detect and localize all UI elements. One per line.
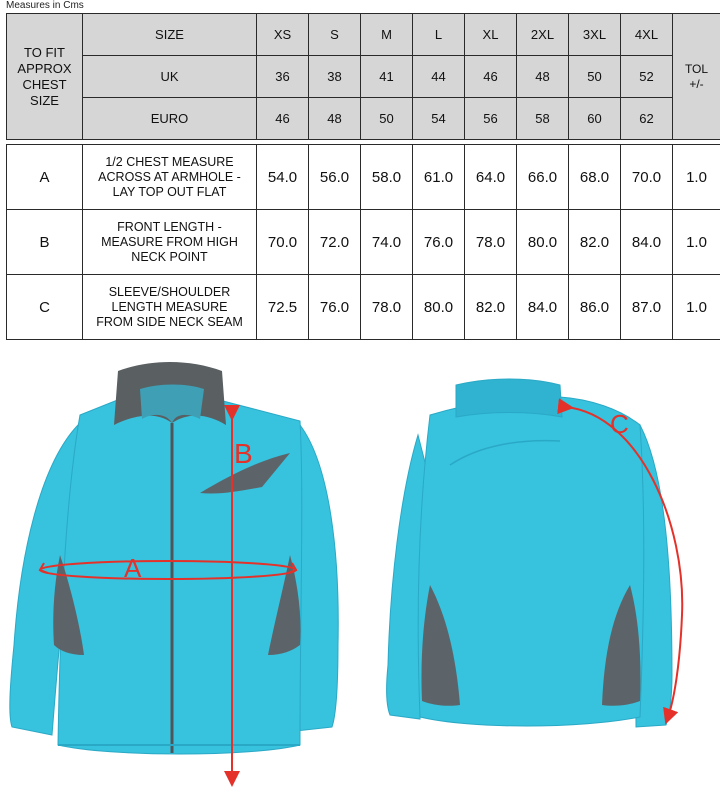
measure-value: 66.0 (517, 145, 569, 210)
label-c: C (610, 409, 629, 439)
measure-value: 64.0 (465, 145, 517, 210)
measure-value: 80.0 (413, 275, 465, 340)
uk-cell: 50 (569, 56, 621, 98)
measure-value: 84.0 (621, 210, 673, 275)
euro-cell: 56 (465, 98, 517, 140)
measure-value: 56.0 (309, 145, 361, 210)
size-cell: L (413, 14, 465, 56)
measure-value: 76.0 (309, 275, 361, 340)
euro-cell: 48 (309, 98, 361, 140)
measure-value: 72.5 (257, 275, 309, 340)
label-b: B (234, 438, 253, 469)
size-cell: 4XL (621, 14, 673, 56)
measure-description: SLEEVE/SHOULDER LENGTH MEASURE FROM SIDE NECK SEAM (83, 275, 257, 340)
measure-value: 74.0 (361, 210, 413, 275)
to-fit-label: TO FIT APPROX CHEST SIZE (7, 14, 83, 140)
header-row-size (7, 14, 720, 56)
tolerance-value: 1.0 (673, 210, 720, 275)
measure-description: 1/2 CHEST MEASURE ACROSS AT ARMHOLE - LAY TOP OUT FLAT (83, 145, 257, 210)
measure-letter: C (7, 275, 83, 340)
euro-cell: 62 (621, 98, 673, 140)
jacket-back-illustration (387, 379, 672, 727)
uk-cell: 52 (621, 56, 673, 98)
size-chart-table (6, 13, 720, 340)
euro-cell: 50 (361, 98, 413, 140)
measure-value: 80.0 (517, 210, 569, 275)
measure-description: FRONT LENGTH - MEASURE FROM HIGH NECK POINT (83, 210, 257, 275)
measure-value: 86.0 (569, 275, 621, 340)
measure-value: 82.0 (465, 275, 517, 340)
measure-value: 68.0 (569, 145, 621, 210)
units-caption: Measures in Cms (6, 0, 84, 11)
measure-letter: B (7, 210, 83, 275)
header-row-euro (7, 98, 720, 140)
measure-value: 82.0 (569, 210, 621, 275)
euro-cell: 54 (413, 98, 465, 140)
euro-cell: 46 (257, 98, 309, 140)
jacket-front-illustration (10, 362, 338, 754)
label-a: A (124, 553, 142, 583)
measure-row-c (7, 275, 720, 340)
row-label: SIZE (83, 14, 257, 56)
header-row-uk (7, 56, 720, 98)
measure-row-b (7, 210, 720, 275)
uk-cell: 36 (257, 56, 309, 98)
size-cell: 2XL (517, 14, 569, 56)
measure-value: 87.0 (621, 275, 673, 340)
size-cell: XS (257, 14, 309, 56)
size-cell: 3XL (569, 14, 621, 56)
row-label: UK (83, 56, 257, 98)
size-cell: S (309, 14, 361, 56)
tolerance-value: 1.0 (673, 145, 720, 210)
uk-cell: 41 (361, 56, 413, 98)
measure-value: 70.0 (257, 210, 309, 275)
euro-cell: 58 (517, 98, 569, 140)
jacket-measurement-diagram (0, 355, 720, 800)
measure-value: 70.0 (621, 145, 673, 210)
uk-cell: 46 (465, 56, 517, 98)
row-label: EURO (83, 98, 257, 140)
size-cell: M (361, 14, 413, 56)
uk-cell: 44 (413, 56, 465, 98)
measure-value: 78.0 (361, 275, 413, 340)
measure-value: 72.0 (309, 210, 361, 275)
measure-letter: A (7, 145, 83, 210)
tolerance-value: 1.0 (673, 275, 720, 340)
uk-cell: 38 (309, 56, 361, 98)
measure-value: 58.0 (361, 145, 413, 210)
measure-value: 84.0 (517, 275, 569, 340)
tolerance-label: TOL +/- (673, 14, 720, 140)
measure-value: 76.0 (413, 210, 465, 275)
measure-value: 78.0 (465, 210, 517, 275)
measure-value: 54.0 (257, 145, 309, 210)
uk-cell: 48 (517, 56, 569, 98)
measure-row-a (7, 145, 720, 210)
measure-value: 61.0 (413, 145, 465, 210)
euro-cell: 60 (569, 98, 621, 140)
size-cell: XL (465, 14, 517, 56)
